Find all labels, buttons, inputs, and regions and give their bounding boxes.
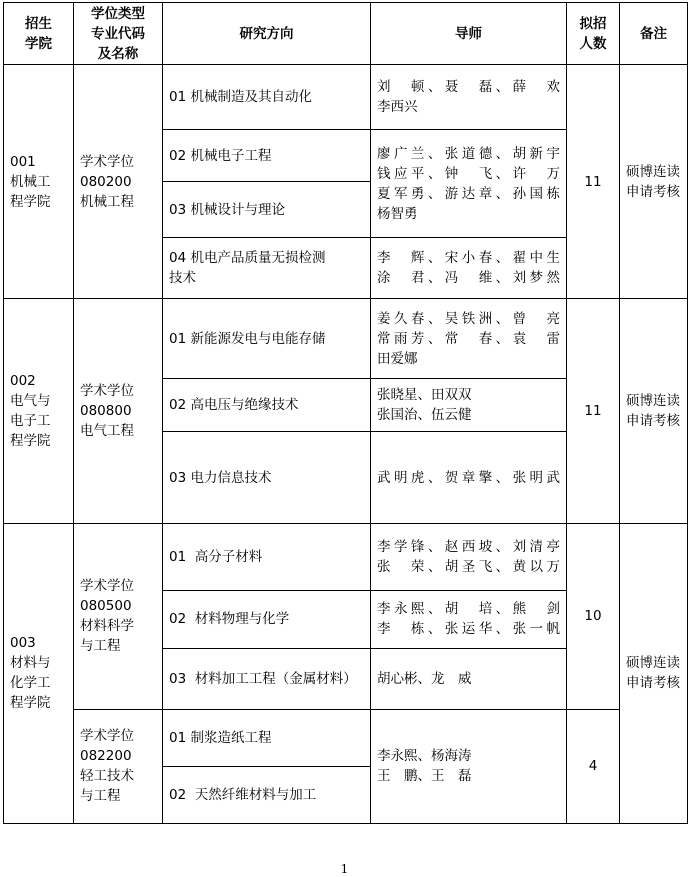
- quota-cell: 11: [567, 65, 620, 299]
- table-row: [4, 65, 688, 130]
- table-row: [4, 299, 688, 379]
- table-row: [4, 709, 688, 766]
- supervisor-cell: 胡心彬、龙 威: [371, 648, 567, 709]
- college-cell: 002 电气与 电子工 程学院: [4, 299, 74, 523]
- direction-cell: 03 材料加工工程（金属材料）: [163, 648, 371, 709]
- degree-cell: 学术学位 080200 机械工程: [74, 65, 163, 299]
- direction-cell: 02 材料物理与化学: [163, 590, 371, 648]
- supervisor-cell: 张晓星、田双双 张国治、伍云健: [371, 379, 567, 432]
- direction-cell: 02 天然纤维材料与加工: [163, 766, 371, 823]
- note-cell: 硕博连读 申请考核: [620, 299, 688, 523]
- supervisor-cell: 刘 顿、聂 磊、薛 欢 李西兴: [371, 65, 567, 130]
- degree-cell: 学术学位 080800 电气工程: [74, 299, 163, 523]
- supervisor-cell: 李学锋、赵西坡、刘清亭 张 荣、胡圣飞、黄以万: [371, 523, 567, 590]
- direction-cell: 01 新能源发电与电能存储: [163, 299, 371, 379]
- direction-cell: 01 高分子材料: [163, 523, 371, 590]
- quota-cell: 11: [567, 299, 620, 523]
- header-supervisor: 导师: [371, 3, 567, 65]
- degree-cell: 学术学位 082200 轻工技术 与工程: [74, 709, 163, 823]
- supervisor-cell: 姜久春、吴铁洲、曾 亮 常雨芳、常 春、袁 雷 田爱娜: [371, 299, 567, 379]
- direction-cell: 04 机电产品质量无损检测 技术: [163, 238, 371, 299]
- direction-cell: 01 机械制造及其自动化: [163, 65, 371, 130]
- header-college: 招生 学院: [4, 3, 74, 65]
- supervisor-cell: 武明虎、贺章擎、张明武: [371, 432, 567, 523]
- supervisor-cell: 李永熙、胡 培、熊 剑 李 栋、张运华、张一帆: [371, 590, 567, 648]
- table-row: [4, 523, 688, 590]
- header-degree: 学位类型 专业代码 及名称: [74, 3, 163, 65]
- admissions-table: [3, 2, 688, 824]
- direction-cell: 02 机械电子工程: [163, 130, 371, 182]
- direction-cell: 03 电力信息技术: [163, 432, 371, 523]
- direction-cell: 01 制浆造纸工程: [163, 709, 371, 766]
- quota-cell: 4: [567, 709, 620, 823]
- quota-cell: 10: [567, 523, 620, 709]
- header-row: [4, 3, 688, 65]
- header-direction: 研究方向: [163, 3, 371, 65]
- direction-cell: 03 机械设计与理论: [163, 182, 371, 238]
- college-cell: 003 材料与 化学工 程学院: [4, 523, 74, 823]
- page-number: 1: [340, 862, 349, 876]
- degree-cell: 学术学位 080500 材料科学 与工程: [74, 523, 163, 709]
- supervisor-cell: 李永熙、杨海涛 王 鹏、王 磊: [371, 709, 567, 823]
- college-cell: 001 机械工 程学院: [4, 65, 74, 299]
- supervisor-cell: 廖广兰、张道德、胡新宇 钱应平、钟 飞、许 万 夏军勇、游达章、孙国栋 杨智勇: [371, 130, 567, 238]
- header-quota: 拟招 人数: [567, 3, 620, 65]
- supervisor-cell: 李 辉、宋小春、翟中生 涂 君、冯 维、刘梦然: [371, 238, 567, 299]
- note-cell: 硕博连读 申请考核: [620, 65, 688, 299]
- note-cell: 硕博连读 申请考核: [620, 523, 688, 823]
- direction-cell: 02 高电压与绝缘技术: [163, 379, 371, 432]
- header-note: 备注: [620, 3, 688, 65]
